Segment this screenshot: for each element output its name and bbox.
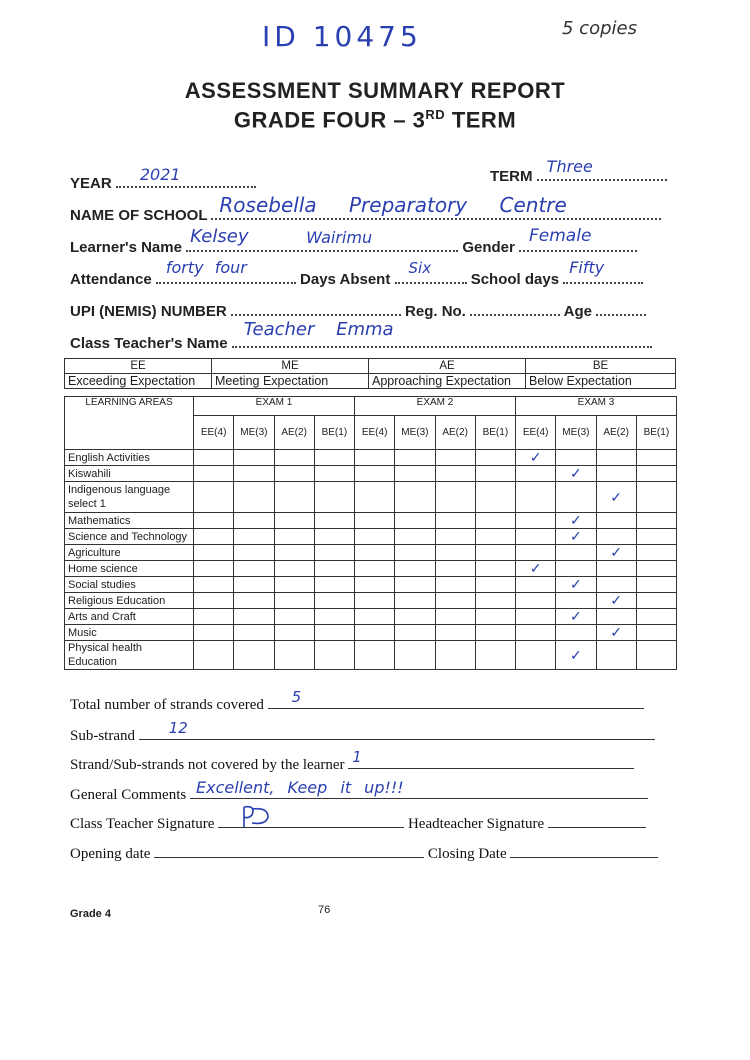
grade-cell[interactable] — [314, 450, 354, 466]
grade-cell[interactable] — [596, 466, 636, 482]
term-value: Three — [546, 157, 593, 176]
grade-cell[interactable] — [234, 609, 274, 625]
grade-cell[interactable] — [234, 593, 274, 609]
grade-cell[interactable] — [556, 609, 596, 625]
teacher-value: Teacher Emma — [243, 319, 394, 340]
check-mark-icon: ✓ — [570, 646, 582, 663]
level-header-cell: AE(2) — [596, 415, 636, 449]
strands-label: Total number of strands covered — [70, 697, 264, 713]
legend-text-row — [65, 374, 676, 389]
grade-cell[interactable] — [636, 450, 676, 466]
year-label: YEAR — [70, 175, 112, 192]
attendance-line — [156, 258, 296, 284]
grade-cell[interactable] — [596, 593, 636, 609]
grade-cell[interactable] — [234, 625, 274, 641]
grade-cell[interactable] — [475, 482, 515, 513]
grade-cell[interactable] — [314, 593, 354, 609]
grade-cell[interactable] — [355, 577, 395, 593]
grade-cell[interactable] — [274, 561, 314, 577]
grade-cell[interactable] — [636, 466, 676, 482]
comments-label: General Comments — [70, 787, 187, 803]
level-header-cell: ME(3) — [556, 415, 596, 449]
grade-cell[interactable] — [395, 529, 435, 545]
grade-cell[interactable] — [435, 529, 475, 545]
table-row — [65, 450, 677, 466]
grade-cell[interactable] — [636, 625, 676, 641]
table-row — [65, 561, 677, 577]
grade-cell[interactable] — [475, 577, 515, 593]
learner-line — [186, 226, 458, 252]
check-mark-icon: ✓ — [610, 544, 622, 560]
grade-cell[interactable] — [556, 466, 596, 482]
learning-area-cell: Indigenous language select 1 — [65, 482, 194, 513]
gender-value: Female — [529, 226, 592, 246]
strands-value: 5 — [291, 688, 302, 706]
grade-cell[interactable] — [355, 482, 395, 513]
grade-cell[interactable] — [314, 466, 354, 482]
grade-cell[interactable] — [274, 625, 314, 641]
absent-label: Days Absent — [300, 271, 391, 288]
check-mark-icon: ✓ — [570, 512, 582, 528]
learner-label: Learner's Name — [70, 239, 182, 256]
grade-cell[interactable] — [596, 545, 636, 561]
grade-cell[interactable] — [234, 545, 274, 561]
grade-cell[interactable] — [395, 641, 435, 670]
substrand-field — [70, 719, 655, 745]
grade-cell[interactable] — [636, 529, 676, 545]
grade-cell[interactable] — [435, 513, 475, 529]
grade-cell[interactable] — [435, 482, 475, 513]
grade-cell[interactable] — [395, 482, 435, 513]
legend-code-me: ME — [212, 359, 369, 374]
check-mark-icon: ✓ — [529, 449, 542, 465]
legend-text-me: Meeting Expectation — [212, 374, 369, 389]
legend-code-be: BE — [526, 359, 676, 374]
upi-field — [70, 300, 646, 320]
grade-cell[interactable] — [516, 482, 556, 513]
level-header-cell: EE(4) — [355, 415, 395, 449]
grade-cell[interactable] — [274, 593, 314, 609]
legend-code-ee: EE — [65, 359, 212, 374]
teacher-sig-label: Class Teacher Signature — [70, 816, 215, 832]
notcovered-value: 1 — [352, 748, 362, 766]
learning-area-cell: Religious Education — [65, 593, 194, 609]
grade-cell[interactable] — [516, 593, 556, 609]
grade-cell[interactable] — [435, 641, 475, 670]
copies-note: 5 copies — [562, 18, 637, 39]
learning-area-cell: Arts and Craft — [65, 609, 194, 625]
grade-cell[interactable] — [395, 625, 435, 641]
grade-cell[interactable] — [194, 545, 234, 561]
grade-cell[interactable] — [435, 609, 475, 625]
attendance-label: Attendance — [70, 271, 152, 288]
grade-cell[interactable] — [596, 625, 636, 641]
grade-cell[interactable] — [194, 450, 234, 466]
grade-cell[interactable] — [194, 625, 234, 641]
grade-cell[interactable] — [636, 561, 676, 577]
term-label: TERM — [490, 168, 533, 185]
closing-label: Closing Date — [427, 846, 507, 862]
legend-codes-row — [65, 359, 676, 374]
level-header-cell: BE(1) — [636, 415, 676, 449]
grade-cell[interactable] — [556, 577, 596, 593]
exam3-header: EXAM 3 — [516, 397, 677, 416]
grade-cell[interactable] — [194, 577, 234, 593]
grade-cell[interactable] — [355, 466, 395, 482]
grade-cell[interactable] — [234, 513, 274, 529]
grade-cell[interactable] — [274, 466, 314, 482]
id-note: ID 10475 — [262, 20, 422, 53]
grade-cell[interactable] — [274, 513, 314, 529]
footer-grade: Grade 4 — [70, 908, 111, 920]
grade-cell[interactable] — [274, 641, 314, 670]
notcovered-label: Strand/Sub-strands not covered by the learner — [70, 757, 345, 773]
grade-cell[interactable] — [395, 545, 435, 561]
learner-first: Kelsey — [190, 226, 249, 247]
grade-cell[interactable] — [435, 625, 475, 641]
grade-cell[interactable] — [596, 513, 636, 529]
grade-cell[interactable] — [636, 577, 676, 593]
substrand-line — [139, 719, 655, 740]
grade-cell[interactable] — [556, 593, 596, 609]
grade-cell[interactable] — [556, 529, 596, 545]
table-row — [65, 513, 677, 529]
level-header-cell: BE(1) — [314, 415, 354, 449]
grade-cell[interactable] — [475, 513, 515, 529]
level-header-cell: AE(2) — [435, 415, 475, 449]
learning-area-cell: Physical health Education — [65, 641, 194, 670]
legend-text-ae: Approaching Expectation — [369, 374, 526, 389]
opening-line — [154, 843, 424, 858]
learning-area-cell: Agriculture — [65, 545, 194, 561]
term-field — [490, 157, 667, 185]
year-value: 2021 — [139, 165, 181, 184]
grade-cell[interactable] — [435, 466, 475, 482]
level-header-cell: AE(2) — [274, 415, 314, 449]
grade-cell[interactable] — [556, 545, 596, 561]
grade-cell[interactable] — [194, 561, 234, 577]
grade-cell[interactable] — [194, 641, 234, 670]
comments-value: Excellent, Keep it up!!! — [195, 778, 404, 797]
grade-cell[interactable] — [596, 561, 636, 577]
table-row — [65, 641, 677, 670]
level-header-cell: EE(4) — [516, 415, 556, 449]
reg-label: Reg. No. — [405, 303, 466, 320]
exam2-header: EXAM 2 — [355, 397, 516, 416]
grade-cell[interactable] — [395, 466, 435, 482]
signature-field — [70, 813, 646, 833]
grade-cell[interactable] — [556, 513, 596, 529]
comments-field — [70, 778, 648, 804]
grade-cell[interactable] — [636, 609, 676, 625]
table-row — [65, 545, 677, 561]
page-number: 76 — [318, 904, 331, 916]
comments-line — [190, 778, 648, 799]
grade-cell[interactable] — [556, 625, 596, 641]
grade-cell[interactable] — [636, 545, 676, 561]
grade-cell[interactable] — [274, 609, 314, 625]
grade-cell[interactable] — [516, 466, 556, 482]
reg-line — [470, 300, 560, 316]
grade-cell[interactable] — [234, 450, 274, 466]
attendance-value: forty four — [165, 258, 247, 277]
grade-cell[interactable] — [636, 641, 676, 670]
dates-field — [70, 843, 658, 863]
grade-cell[interactable] — [355, 561, 395, 577]
grade-cell[interactable] — [194, 609, 234, 625]
grade-cell[interactable] — [556, 482, 596, 513]
grade-cell[interactable] — [355, 529, 395, 545]
grade-cell[interactable] — [355, 625, 395, 641]
grade-cell[interactable] — [234, 466, 274, 482]
learning-area-cell: English Activities — [65, 450, 194, 466]
check-mark-icon: ✓ — [570, 576, 582, 592]
grade-cell[interactable] — [516, 529, 556, 545]
subtitle-sup: RD — [425, 107, 446, 122]
grade-cell[interactable] — [435, 577, 475, 593]
teacher-sig-line — [218, 813, 404, 828]
grade-cell[interactable] — [314, 609, 354, 625]
schooldays-line — [563, 258, 643, 284]
grade-cell[interactable] — [556, 641, 596, 670]
substrand-value: 12 — [168, 719, 188, 737]
school-field — [70, 193, 661, 224]
school-label: NAME OF SCHOOL — [70, 207, 208, 224]
grade-cell[interactable] — [596, 482, 636, 513]
grade-cell[interactable] — [194, 466, 234, 482]
grade-cell[interactable] — [516, 641, 556, 670]
grade-cell[interactable] — [516, 513, 556, 529]
grade-cell[interactable] — [596, 450, 636, 466]
check-mark-icon: ✓ — [570, 528, 582, 544]
table-row — [65, 593, 677, 609]
grade-cell[interactable] — [636, 513, 676, 529]
grade-cell[interactable] — [475, 450, 515, 466]
year-field — [70, 165, 256, 192]
grade-cell[interactable] — [234, 529, 274, 545]
grade-cell[interactable] — [355, 545, 395, 561]
grade-cell[interactable] — [314, 625, 354, 641]
grade-cell[interactable] — [194, 593, 234, 609]
school-line — [211, 193, 661, 220]
grade-cell[interactable] — [194, 482, 234, 513]
grade-cell[interactable] — [516, 577, 556, 593]
schooldays-value: Fifty — [569, 258, 605, 277]
notcovered-field — [70, 748, 634, 774]
grade-cell[interactable] — [395, 513, 435, 529]
school-value: Rosebella Preparatory Centre — [219, 193, 567, 217]
gender-line — [519, 226, 637, 252]
table-row — [65, 482, 677, 513]
grade-cell[interactable] — [435, 545, 475, 561]
grade-cell[interactable] — [475, 466, 515, 482]
grade-cell[interactable] — [274, 482, 314, 513]
exam1-header: EXAM 1 — [194, 397, 355, 416]
head-sig-line — [548, 813, 646, 828]
grade-cell[interactable] — [435, 593, 475, 609]
grade-cell[interactable] — [194, 513, 234, 529]
opening-label: Opening date — [70, 846, 151, 862]
report-subtitle — [0, 107, 750, 133]
year-line — [116, 165, 256, 188]
upi-line — [231, 300, 401, 316]
age-label: Age — [563, 303, 592, 320]
learning-area-cell: Science and Technology — [65, 529, 194, 545]
learning-area-cell: Mathematics — [65, 513, 194, 529]
grade-cell[interactable] — [395, 450, 435, 466]
check-mark-icon: ✓ — [570, 608, 582, 624]
schooldays-label: School days — [470, 271, 560, 288]
subtitle-term: TERM — [445, 107, 517, 133]
grade-cell[interactable] — [556, 450, 596, 466]
grade-cell[interactable] — [516, 545, 556, 561]
legend-table — [64, 358, 676, 389]
absent-value: Six — [408, 259, 432, 277]
table-row — [65, 529, 677, 545]
grade-cell[interactable] — [636, 482, 676, 513]
grade-cell[interactable] — [274, 529, 314, 545]
level-header-cell: EE(4) — [194, 415, 234, 449]
learning-areas-header: LEARNING AREAS — [65, 397, 194, 450]
legend-code-ae: AE — [369, 359, 526, 374]
substrand-label: Sub-strand — [70, 728, 135, 744]
subtitle-main: GRADE FOUR – 3 — [233, 107, 426, 133]
check-mark-icon: ✓ — [610, 592, 622, 608]
gender-label: Gender — [462, 239, 515, 256]
strands-field — [70, 688, 644, 714]
check-mark-icon: ✓ — [570, 465, 582, 481]
table-row — [65, 577, 677, 593]
grade-cell[interactable] — [516, 625, 556, 641]
grade-cell[interactable] — [314, 545, 354, 561]
grade-cell[interactable] — [516, 609, 556, 625]
grade-cell[interactable] — [596, 529, 636, 545]
notcovered-line — [348, 748, 634, 769]
grade-cell[interactable] — [516, 450, 556, 466]
head-sig-label: Headteacher Signature — [407, 816, 545, 832]
learner-last: Wairimu — [306, 228, 373, 247]
grade-cell[interactable] — [274, 545, 314, 561]
table-row — [65, 466, 677, 482]
strands-line — [268, 688, 644, 709]
table-row — [65, 609, 677, 625]
grade-cell[interactable] — [274, 577, 314, 593]
grade-cell[interactable] — [314, 513, 354, 529]
teacher-field — [70, 319, 652, 352]
level-header-cell: ME(3) — [234, 415, 274, 449]
grade-cell[interactable] — [596, 641, 636, 670]
grade-cell[interactable] — [395, 593, 435, 609]
check-mark-icon: ✓ — [610, 624, 622, 640]
grade-cell[interactable] — [475, 609, 515, 625]
grade-cell[interactable] — [234, 641, 274, 670]
assessment-table — [64, 396, 677, 670]
grade-cell[interactable] — [596, 577, 636, 593]
grade-cell[interactable] — [314, 482, 354, 513]
learning-area-cell: Music — [65, 625, 194, 641]
level-header-cell: ME(3) — [395, 415, 435, 449]
grade-cell[interactable] — [355, 513, 395, 529]
grade-cell[interactable] — [395, 609, 435, 625]
grade-cell[interactable] — [234, 561, 274, 577]
grade-cell[interactable] — [194, 529, 234, 545]
grade-cell[interactable] — [596, 609, 636, 625]
teacher-signature-mark — [238, 803, 278, 831]
grade-cell[interactable] — [274, 450, 314, 466]
exam-header-row — [65, 397, 677, 416]
grade-cell[interactable] — [516, 561, 556, 577]
age-line — [596, 300, 646, 316]
learning-area-cell: Social studies — [65, 577, 194, 593]
grade-cell[interactable] — [475, 641, 515, 670]
check-mark-icon: ✓ — [529, 560, 542, 576]
grade-cell[interactable] — [475, 561, 515, 577]
grade-cell[interactable] — [355, 609, 395, 625]
grade-cell[interactable] — [475, 529, 515, 545]
grade-cell[interactable] — [314, 529, 354, 545]
teacher-label: Class Teacher's Name — [70, 335, 228, 352]
legend-text-be: Below Expectation — [526, 374, 676, 389]
table-row — [65, 625, 677, 641]
report-title: ASSESSMENT SUMMARY REPORT — [184, 78, 566, 103]
teacher-line — [232, 319, 652, 348]
learning-area-cell: Home science — [65, 561, 194, 577]
grade-cell[interactable] — [355, 641, 395, 670]
grade-cell[interactable] — [234, 482, 274, 513]
legend-text-ee: Exceeding Expectation — [65, 374, 212, 389]
grade-cell[interactable] — [636, 593, 676, 609]
term-line — [537, 157, 667, 181]
grade-cell[interactable] — [395, 561, 435, 577]
grade-cell[interactable] — [355, 450, 395, 466]
grade-cell[interactable] — [355, 593, 395, 609]
check-mark-icon: ✓ — [610, 488, 622, 505]
grade-cell[interactable] — [435, 450, 475, 466]
grade-cell[interactable] — [314, 561, 354, 577]
grade-cell[interactable] — [234, 577, 274, 593]
absent-line — [395, 259, 467, 284]
upi-label: UPI (NEMIS) NUMBER — [70, 303, 227, 320]
grade-cell[interactable] — [475, 625, 515, 641]
level-header-cell: BE(1) — [475, 415, 515, 449]
learning-area-cell: Kiswahili — [65, 466, 194, 482]
grade-cell[interactable] — [314, 641, 354, 670]
closing-line — [510, 843, 658, 858]
grade-cell[interactable] — [314, 577, 354, 593]
grade-cell[interactable] — [435, 561, 475, 577]
grade-cell[interactable] — [395, 577, 435, 593]
learner-field — [70, 226, 637, 256]
grade-cell[interactable] — [475, 545, 515, 561]
attendance-field — [70, 258, 643, 288]
grade-cell[interactable] — [475, 593, 515, 609]
grade-cell[interactable] — [556, 561, 596, 577]
